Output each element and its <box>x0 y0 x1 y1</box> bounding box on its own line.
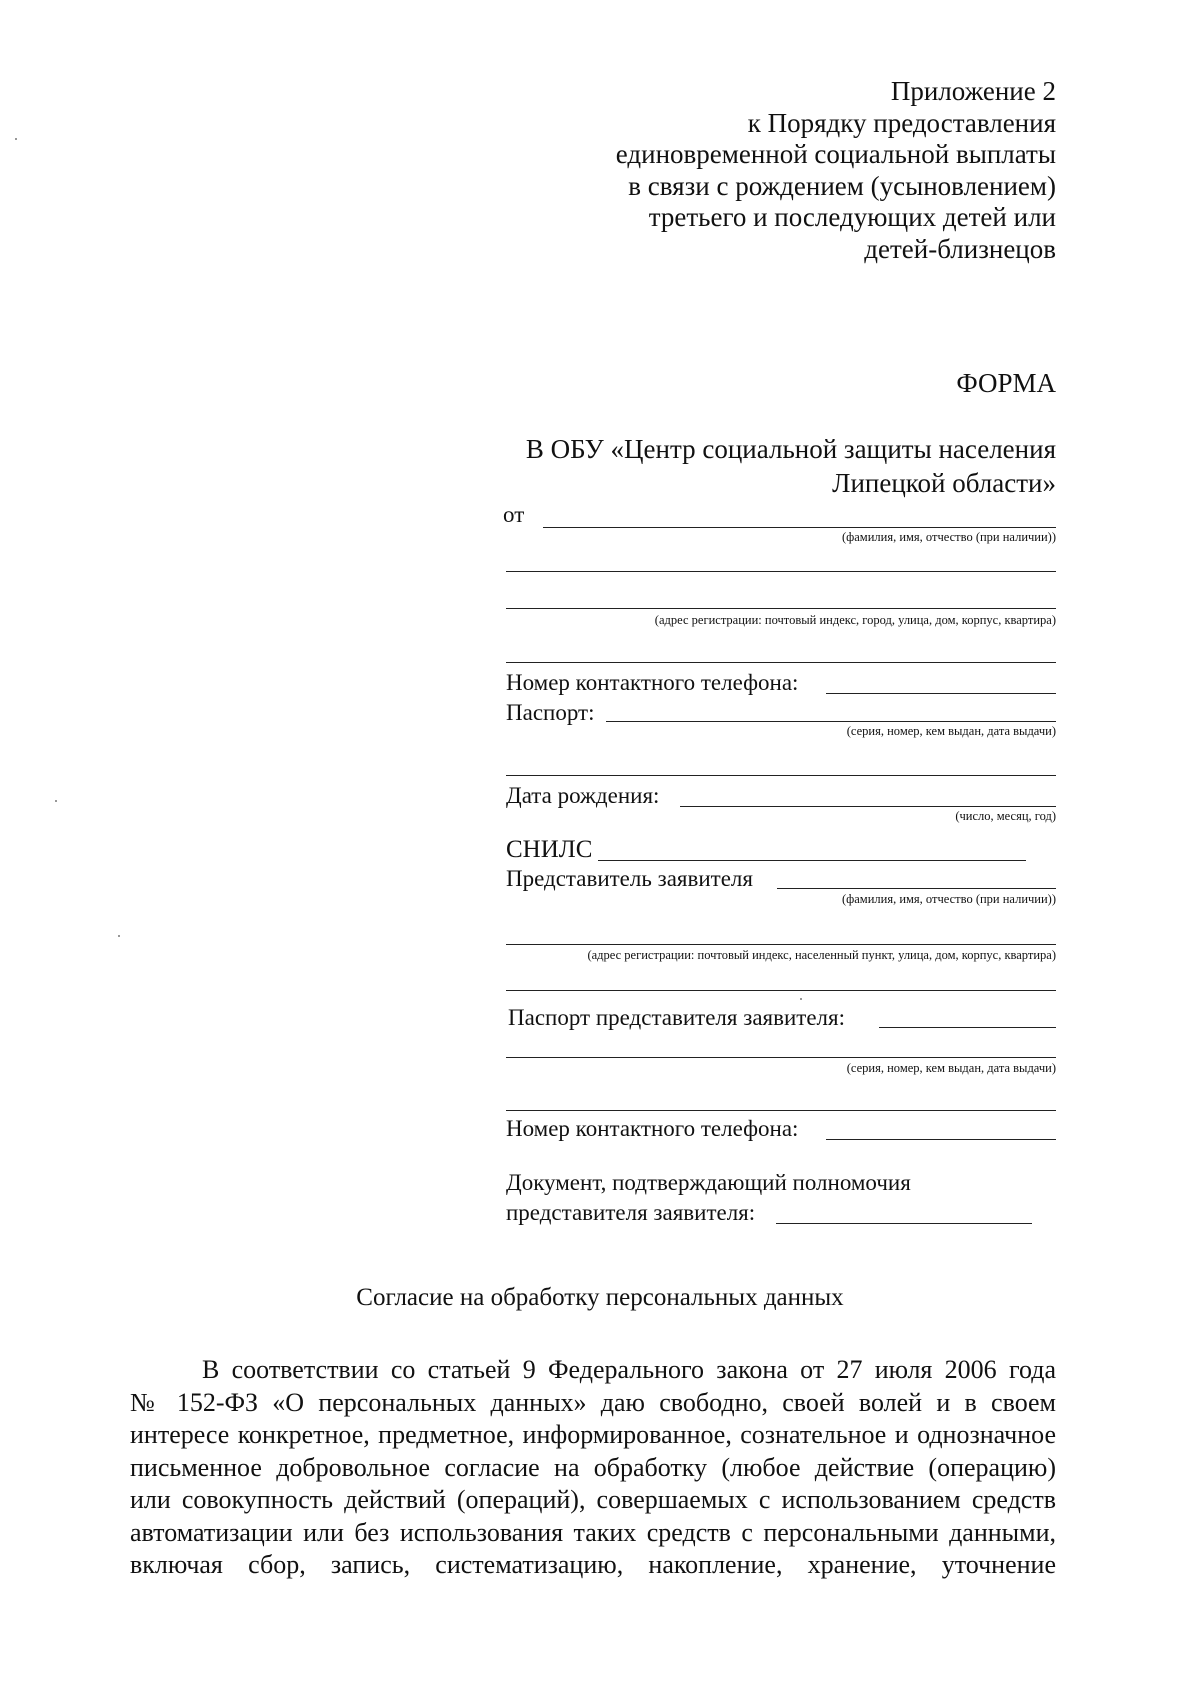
birth-label: Дата рождения: <box>506 783 660 808</box>
scan-speck <box>55 800 57 802</box>
phone-label: Номер контактного телефона: <box>506 670 799 695</box>
consent-line: интересе конкретное, предметное, информированное, сознательное и однозначное <box>130 1420 1056 1449</box>
passport-label: Паспорт: <box>506 700 595 725</box>
rep-address-field-line[interactable] <box>506 944 1056 945</box>
addressee-line-2: Липецкой области» <box>832 468 1056 498</box>
consent-paragraph <box>130 1354 1056 1582</box>
passport-hint: (серия, номер, кем выдан, дата выдачи) <box>846 724 1056 738</box>
rep-doc-label-2: представителя заявителя: <box>506 1200 756 1225</box>
annex-line: Приложение 2 <box>890 76 1056 106</box>
consent-line: или совокупность действий (операций), совершаемых с использованием средств <box>130 1485 1056 1514</box>
scan-speck <box>118 935 120 937</box>
consent-line: № 152-ФЗ «О персональных данных» даю свободно, своей волей и в своем <box>130 1387 1056 1417</box>
addressee-line-1: В ОБУ «Центр социальной защиты населения <box>525 434 1056 464</box>
annex-line: в связи с рождением (усыновлением) <box>628 170 1056 201</box>
annex-line: детей-близнецов <box>864 233 1056 264</box>
annex-line: единовременной социальной выплаты <box>615 139 1056 169</box>
passport-field-line-2[interactable] <box>506 775 1056 776</box>
rep-passport-field-line-3[interactable] <box>506 1110 1056 1111</box>
scan-speck <box>15 138 17 140</box>
fio-hint: (фамилия, имя, отчество (при наличии)) <box>841 530 1056 544</box>
rep-phone-field-line[interactable] <box>826 1139 1056 1140</box>
annex-block <box>616 76 1056 265</box>
rep-passport-hint: (серия, номер, кем выдан, дата выдачи) <box>846 1061 1056 1075</box>
address-hint: (адрес регистрации: почтовый индекс, город, улица, дом, корпус, квартира) <box>654 613 1056 627</box>
snils-field-line[interactable] <box>598 860 1026 861</box>
birth-hint: (число, месяц, год) <box>955 809 1056 823</box>
rep-label: Представитель заявителя <box>506 866 753 891</box>
phone-field-line[interactable] <box>826 693 1056 694</box>
consent-line: письменное добровольное согласие на обработку (любое действие (операцию) <box>130 1452 1056 1482</box>
rep-passport-field-line[interactable] <box>879 1027 1056 1028</box>
form-label: ФОРМА <box>956 368 1056 398</box>
rep-passport-field-line-2[interactable] <box>506 1057 1056 1058</box>
from-label: от <box>503 502 525 527</box>
passport-field-line[interactable] <box>606 721 1056 722</box>
birth-field-line[interactable] <box>680 806 1056 807</box>
rep-fio-field-line[interactable] <box>777 888 1056 889</box>
consent-line: автоматизации или без использования таких средств с персональными данными, <box>130 1517 1056 1547</box>
consent-title: Согласие на обработку персональных данных <box>356 1284 844 1311</box>
address-field-line-2[interactable] <box>506 608 1056 609</box>
annex-line: к Порядку предоставления <box>747 107 1056 138</box>
addressee-block <box>526 432 1056 500</box>
consent-line: В соответствии со статьей 9 Федерального закона от 27 июля 2006 года <box>202 1355 1056 1384</box>
address-field-line-3[interactable] <box>506 662 1056 663</box>
fio-field-line[interactable] <box>543 527 1056 528</box>
rep-address-hint: (адрес регистрации: почтовый индекс, населенный пункт, улица, дом, корпус, квартира) <box>587 948 1056 962</box>
scan-speck <box>800 998 802 1000</box>
rep-fio-hint: (фамилия, имя, отчество (при наличии)) <box>841 892 1056 906</box>
rep-passport-label: Паспорт представителя заявителя: <box>508 1005 845 1030</box>
snils-label: СНИЛС <box>506 836 593 863</box>
rep-doc-label-1: Документ, подтверждающий полномочия <box>506 1170 911 1195</box>
rep-phone-label: Номер контактного телефона: <box>506 1116 799 1141</box>
rep-address-field-line-2[interactable] <box>506 990 1056 991</box>
rep-doc-field-line[interactable] <box>776 1223 1032 1224</box>
address-field-line-1[interactable] <box>506 571 1056 572</box>
consent-line: включая сбор, запись, систематизацию, накопление, хранение, уточнение <box>130 1550 1056 1579</box>
annex-line: третьего и последующих детей или <box>648 202 1056 232</box>
